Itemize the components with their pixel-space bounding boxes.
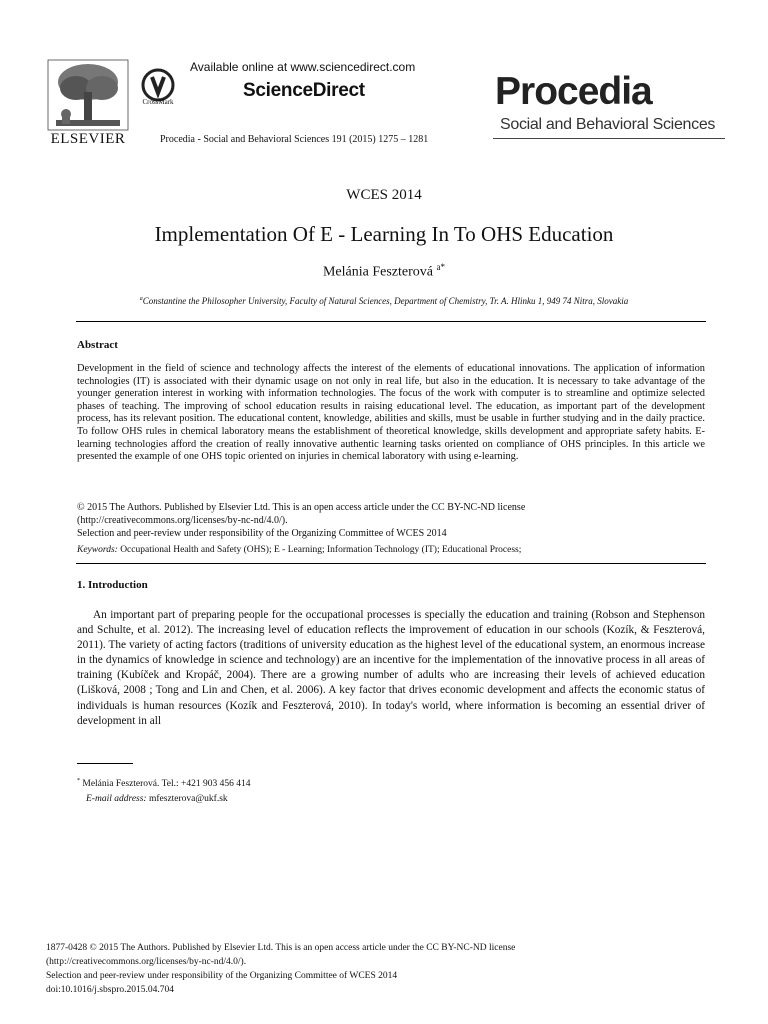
keywords-line	[77, 545, 521, 555]
license-link[interactable]: (http://creativecommons.org/licenses/by-nc-nd/4.0/).	[77, 515, 288, 526]
introduction-text: An important part of preparing people for the occupational processes is specially the education and training (Robson and Stephenson and Schulte, et al. 2012). The increasing level of education reflects the improvement of education in our schools (Kozík, & Feszterová, 2011). The variety of acting factors (traditions of university education as the highest level of the educational system, an enormous increase in the dynamics of knowledge in science and technology) are an incentive for the implementation of the innovative process in all areas of training (Kubíček and Kropáč, 2004). There are a growing number of adults who are increasing their levels of achieved education (Lišková, 2008 ; Tong and Lin and Chen, et al. 2006). A key factor that drives economic development and affects the economic status of individuals is human resources (Kozík and Feszterová, 2010). In today's world, where information is becoming an essential driver of development in all	[77, 609, 705, 727]
footer-review: Selection and peer-review under responsibility of the Organizing Committee of WCES 2014	[46, 971, 398, 981]
keywords: Occupational Health and Safety (OHS); E - Learning; Information Technology (IT); Educational Process;	[117, 545, 522, 555]
keywords-label: Keywords:	[77, 545, 118, 555]
author-superscript: a*	[436, 262, 445, 272]
footnote-marker: *	[77, 778, 80, 784]
abstract-heading: Abstract	[77, 339, 118, 351]
elsevier-wordmark: ELSEVIER	[50, 131, 126, 147]
email-address[interactable]: mfeszterova@ukf.sk	[146, 794, 228, 804]
abstract-review: Selection and peer-review under responsibility of the Organizing Committee of WCES 2014	[77, 528, 447, 539]
affiliation-line	[0, 296, 768, 306]
footer-doi: doi:10.1016/j.sbspro.2015.04.704	[46, 985, 174, 995]
section-heading: 1. Introduction	[77, 579, 148, 591]
author-line	[0, 262, 768, 281]
abstract-divider	[76, 563, 706, 564]
footnote-email	[86, 794, 228, 804]
footnote-contact-text: Melánia Feszterová. Tel.: +421 903 456 414	[80, 779, 251, 790]
footnote-divider	[77, 763, 133, 764]
author-name: Melánia Feszterová	[322, 264, 433, 280]
available-online-text: Available online at www.sciencedirect.com	[190, 60, 416, 74]
header-divider	[76, 321, 706, 322]
footer-issn: 1877-0428 © 2015 The Authors. Published by Elsevier Ltd. This is an open access article under the CC BY-NC-ND license	[46, 943, 516, 953]
journal-citation: Procedia - Social and Behavioral Sciences 191 (2015) 1275 – 1281	[160, 134, 429, 145]
footer-license-link[interactable]	[46, 957, 246, 967]
footnote-contact	[77, 778, 250, 789]
footer-link[interactable]: (http://creativecommons.org/licenses/by-nc-nd/4.0/).	[46, 957, 247, 967]
sciencedirect-logo: ScienceDirect	[243, 80, 365, 101]
article-title: Implementation Of E - Learning In To OHS Education	[154, 222, 614, 246]
procedia-subtitle: Social and Behavioral Sciences	[500, 116, 716, 133]
abstract-text: Development in the field of science and technology affects the interest of the elements of educational innovations. The application of information technologies (IT) is associated with their dynamic usage on not only in real life, but also in the education. It is necessary to take advantage of the younger generation interest in working with information technologies. The focus of the work with computer is to streamline and optimize selected phases of teaching. The improving of school education results in raising educational level. The education, as important part of the development process, has its relevant position. The educational content, knowledge, abilities and skills, must be usable in further studying and in the daily practice. To follow OHS rules in chemical laboratory means the establishment of theoretical knowledge, skills development and appropriate safety habits. E-learning technologies afford the creation of really innovative authentic learning tasks oriented on compliance of OHS principles. In this article we presented the example of one OHS topic oriented on injuries in chemical laboratory with using e-learning.	[77, 363, 705, 463]
email-label: E-mail address:	[86, 794, 147, 804]
affiliation-superscript: a	[139, 296, 143, 302]
conference-name: WCES 2014	[346, 187, 422, 203]
affiliation: Constantine the Philosopher University, Faculty of Natural Sciences, Department of Chemistry, Tr. A. Hlinku 1, 949 74 Nitra, Slovakia	[142, 296, 629, 306]
procedia-divider	[493, 138, 725, 139]
abstract-copyright: © 2015 The Authors. Published by Elsevier Ltd. This is an open access article under the CC BY-NC-ND license	[77, 502, 526, 513]
procedia-logo: Procedia	[495, 70, 652, 113]
crossmark-label: CrossMark	[142, 98, 174, 106]
abstract-license-link[interactable]	[77, 515, 288, 526]
